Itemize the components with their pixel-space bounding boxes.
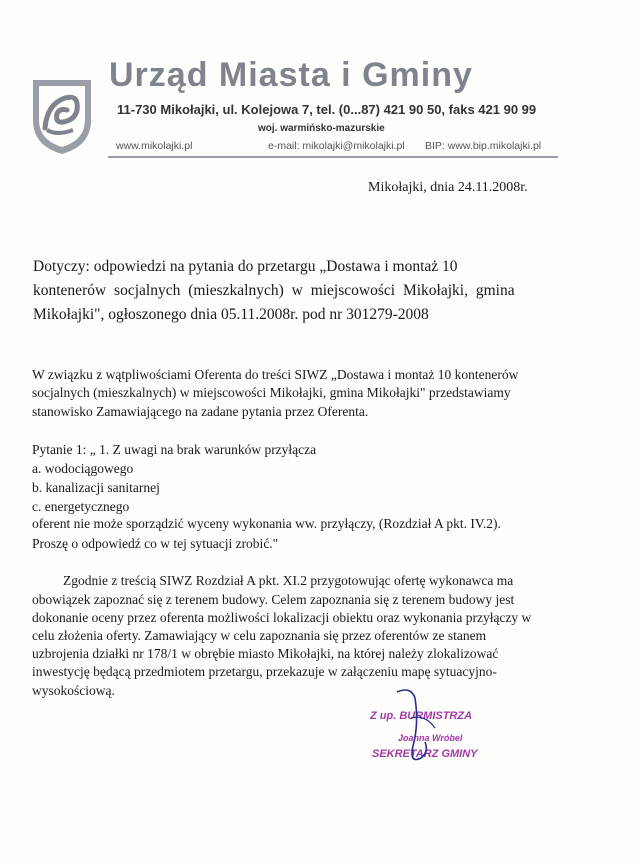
stamp-title: SEKRETARZ GMINY bbox=[372, 748, 478, 760]
letterhead-email-link[interactable]: e-mail: mikolajki@mikolajki.pl bbox=[268, 140, 405, 152]
answer-line: inwestycję będącą przedmiotem przetargu, przekazuje w załączeniu mapę sytuacyjno- bbox=[32, 664, 497, 679]
intro-line: W związku z wątpliwościami Oferenta do treści SIWZ „Dostawa i montaż 10 kontenerów bbox=[32, 367, 519, 382]
answer-line: dokonanie oceny przez oferenta możliwości lokalizacji obiektu oraz wykonania przyłączy w bbox=[32, 610, 532, 625]
letterhead-title: Urząd Miasta i Gminy bbox=[109, 56, 473, 94]
question-line: b. kanalizacji sanitarnej bbox=[32, 480, 160, 495]
letterhead-region: woj. warmińsko-mazurskie bbox=[258, 123, 385, 134]
letterhead-divider bbox=[108, 156, 558, 158]
question-line: oferent nie może sporządzić wyceny wykonania ww. przyłączy, (Rozdział A pkt. IV.2). bbox=[32, 516, 501, 531]
question-line: Pytanie 1: „ 1. Z uwagi na brak warunków przyłącza bbox=[32, 442, 317, 457]
date-line: Mikołajki, dnia 24.11.2008r. bbox=[368, 180, 528, 195]
subject-line: Dotyczy: odpowiedzi na pytania do przetargu „Dostawa i montaż 10 bbox=[33, 258, 458, 275]
stamp-name: Joanna Wróbel bbox=[398, 733, 463, 743]
subject-line: Mikołajki", ogłoszonego dnia 05.11.2008r. pod nr 301279-2008 bbox=[33, 306, 429, 323]
coat-of-arms-logo bbox=[27, 76, 97, 156]
question-line: a. wodociągowego bbox=[32, 461, 134, 476]
handwritten-signature bbox=[385, 684, 445, 774]
question-line: c. energetycznego bbox=[32, 499, 130, 514]
subject-line: kontenerów socjalnych (mieszkalnych) w miejscowości Mikołajki, gmina bbox=[33, 282, 515, 299]
answer-line: obowiązek zapoznać się z terenem budowy. Celem zapoznania się z terenem budowy jest bbox=[32, 592, 515, 607]
letterhead-bip-link[interactable]: BIP: www.bip.mikolajki.pl bbox=[425, 140, 542, 152]
question-line: Proszę o odpowiedź co w tej sytuacji zrobić." bbox=[32, 536, 279, 551]
answer-line: celu złożenia oferty. Zamawiający w celu zapoznania się przez oferentów ze stanem bbox=[32, 628, 487, 643]
letterhead-website-link[interactable]: www.mikolajki.pl bbox=[116, 140, 193, 152]
intro-line: stanowisko Zamawiającego na zadane pytania przez Oferenta. bbox=[32, 404, 369, 419]
stamp-authorization: Z up. BURMISTRZA bbox=[370, 710, 473, 722]
answer-line: wysokościową. bbox=[32, 683, 115, 698]
intro-line: socjalnych (mieszkalnych) w miejscowości Mikołajki, gmina Mikołajki" przedstawiamy bbox=[32, 385, 511, 400]
letterhead-address: 11-730 Mikołajki, ul. Kolejowa 7, tel. (0...87) 421 90 50, faks 421 90 99 bbox=[117, 102, 537, 117]
answer-line: Zgodnie z treścią SIWZ Rozdział A pkt. XI.2 przygotowując ofertę wykonawca ma bbox=[63, 573, 514, 588]
answer-line: uzbrojenia działki nr 178/1 w obrębie miasto Mikołajki, na której należy zlokalizować bbox=[32, 646, 499, 661]
